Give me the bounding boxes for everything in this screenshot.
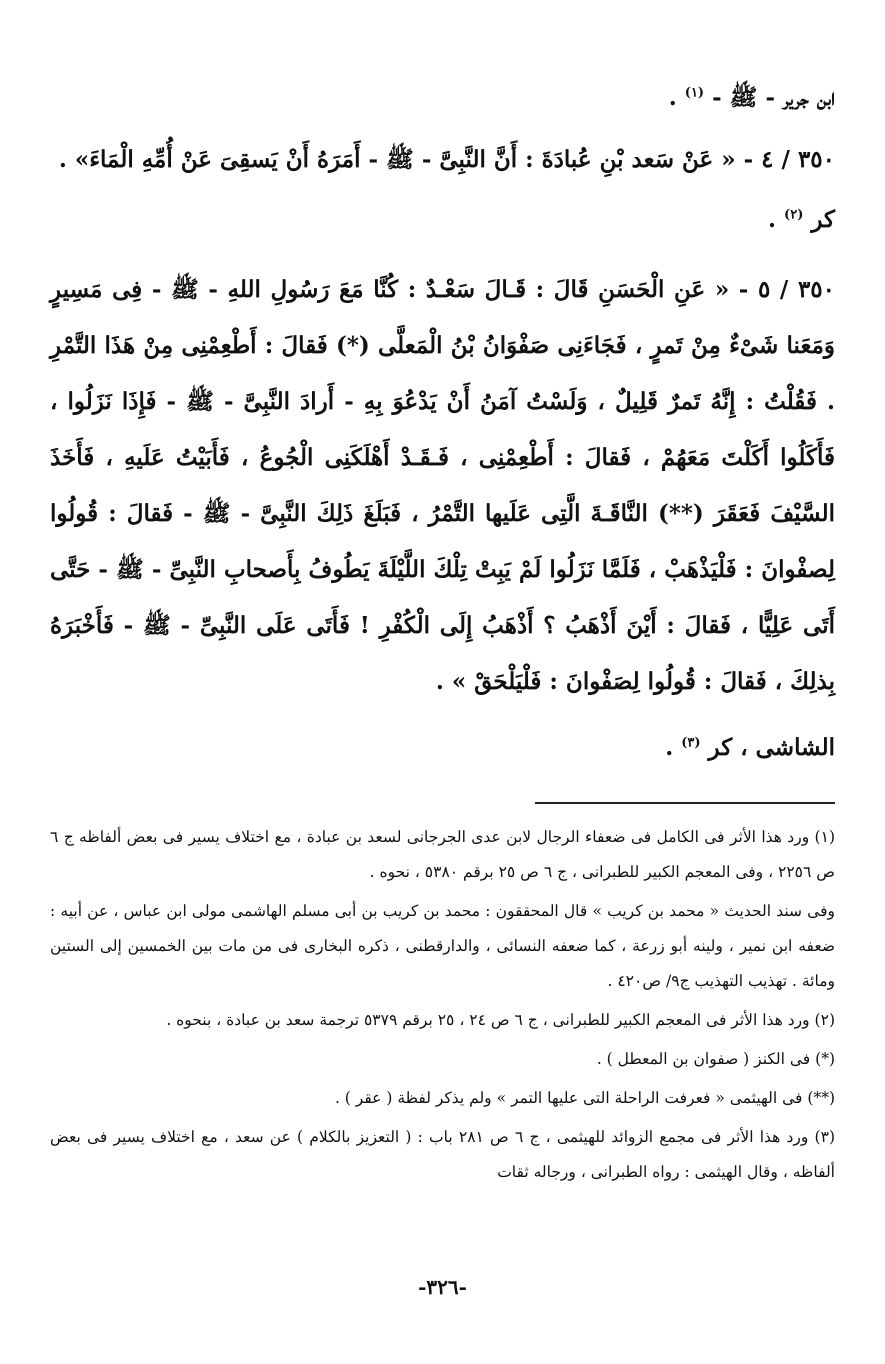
page-body [50, 70, 835, 1194]
footnote: (١) ورد هذا الأثر فى الكامل فى ضعفاء الرجال لابن عدى الجرجانى لسعد بن عبادة ، مع اختلاف يسير فى بعض ألفاظه ج ٦ ص ٢٢٥٦ ، وفى المعجم الكبير للطبرانى ، ج ٦ ص ٢٥ برقم ٥٣٨٠ ، نحوه . [50, 828, 835, 881]
source-text: الشاشى ، كر [708, 734, 835, 761]
footnote: (*) فى الكنز ( صفوان بن المعطل ) . [596, 1050, 835, 1068]
footnote-separator [535, 802, 835, 804]
source-end: . [768, 206, 777, 233]
footnotes [50, 820, 835, 1190]
footnote-ref: (٢) [784, 207, 804, 223]
footnote-ref: (١) [684, 85, 705, 101]
hadith-source [50, 720, 835, 776]
main-text [50, 70, 835, 776]
footnote: وفى سند الحديث « محمد بن كريب » قال المحققون : محمد بن كريب بن أبى مسلم الهاشمى مولى ابن عباس ، عن أبيه : ضعفه ابن نمير ، ولينه أبو زرعة ، كما ضعفه النسائى ، والدارقطنى ، ذكره البخارى فى من مات بين الخمسين إلى الستين ومائة . تهذيب التهذيب ج٩/ ص٤٢٠ . [50, 902, 835, 990]
hadith-paragraph [50, 262, 835, 710]
intro-text: ابن جرير - ﷺ - [712, 84, 835, 111]
intro-line [50, 70, 835, 126]
source-text: كر [811, 206, 835, 233]
footnote-ref: (٣) [681, 735, 701, 751]
footnote: (٢) ورد هذا الأثر فى المعجم الكبير للطبرانى ، ج ٦ ص ٢٤ ، ٢٥ برقم ٥٣٧٩ ترجمة سعد بن عبادة ، بنحوه . [166, 1011, 835, 1029]
hadith-paragraph [50, 132, 835, 188]
footnote: (**) فى الهيثمى « فعرفت الراحلة التى عليها التمر » ولم يذكر لفظة ( عقر ) . [334, 1089, 835, 1107]
footnote: (٣) ورد هذا الأثر فى مجمع الزوائد للهيثمى ، ج ٦ ص ٢٨١ باب : ( التعزيز بالكلام ) عن سعد ، مع اختلاف يسير فى بعض ألفاظه ، وقال الهيثمى : رواه الطبرانى ، ورجاله ثقات [50, 1128, 835, 1181]
page-number: -٣٢٦- [418, 1275, 467, 1299]
source-end: . [665, 734, 674, 761]
intro-end: . [668, 84, 677, 111]
hadith-text: ٣٥٠ / ٥ - « عَنِ الْحَسَنِ قَالَ : قَـالَ سَعْـدٌ : كُنَّا مَعَ رَسُولِ اللهِ - ﷺ - فِى مَسِيرٍ وَمَعَنا شَىْءٌ مِنْ تَمرٍ ، فَجَاءَنِى صَفْوَانُ بْنُ الْمَعلَّى (*) فَقالَ : أَطْعِمْنِى مِنْ هَذَا التَّمْرِ . فَقُلْتُ : إِنَّهُ تَمرٌ قَلِيلٌ ، وَلَسْتُ آمَنُ أَنْ يَدْعُوَ بِهِ - أَرادَ النَّبِىَّ - ﷺ - فَإِذَا نَزَلُوا ، فَأَكَلُوا أَكَلْتَ مَعَهُمْ ، فَقالَ : أَطْعِمْنِى ، فَـقَـدْ أَهْلَكَنِى الْجُوعُ ، فَأَبَيْتُ عَلَيهِ ، فَأَخَذَ السَّيْفَ فَعَقَرَ (**) النَّاقَـةَ الَّتِى عَلَيها التَّمْرُ ، فَبَلَغَ ذَلِكَ النَّبِىَّ - ﷺ - فَقالَ : قُولُوا لِصفْوانَ : فَلْيَذْهَبْ ، فَلَمَّا نَزَلُوا لَمْ يَبِتْ تِلْكَ اللَّيْلَةَ يَطُوفُ بِأَصحابِ النَّبِىِّ - ﷺ - حَتَّى أَتَى عَلِيًّا ، فَقالَ : أَيْنَ أَذْهَبُ ؟ أَذْهَبُ إِلَى الْكُفْرِ ! فَأَتَى عَلَى النَّبِىِّ - ﷺ - فَأَخْبَرَهُ بِذلِكَ ، فَقالَ : قُولُوا لِصَفْوانَ : فَلْيَلْحَقْ » . [50, 276, 835, 695]
hadith-text: ٣٥٠ / ٤ - « عَنْ سَعد بْنِ عُبادَةَ : أَنَّ النَّبِىَّ - ﷺ - أَمَرَهُ أَنْ يَسقِىَ عَنْ أُمِّهِ الْمَاءَ» . [58, 146, 835, 173]
hadith-source [50, 192, 835, 248]
